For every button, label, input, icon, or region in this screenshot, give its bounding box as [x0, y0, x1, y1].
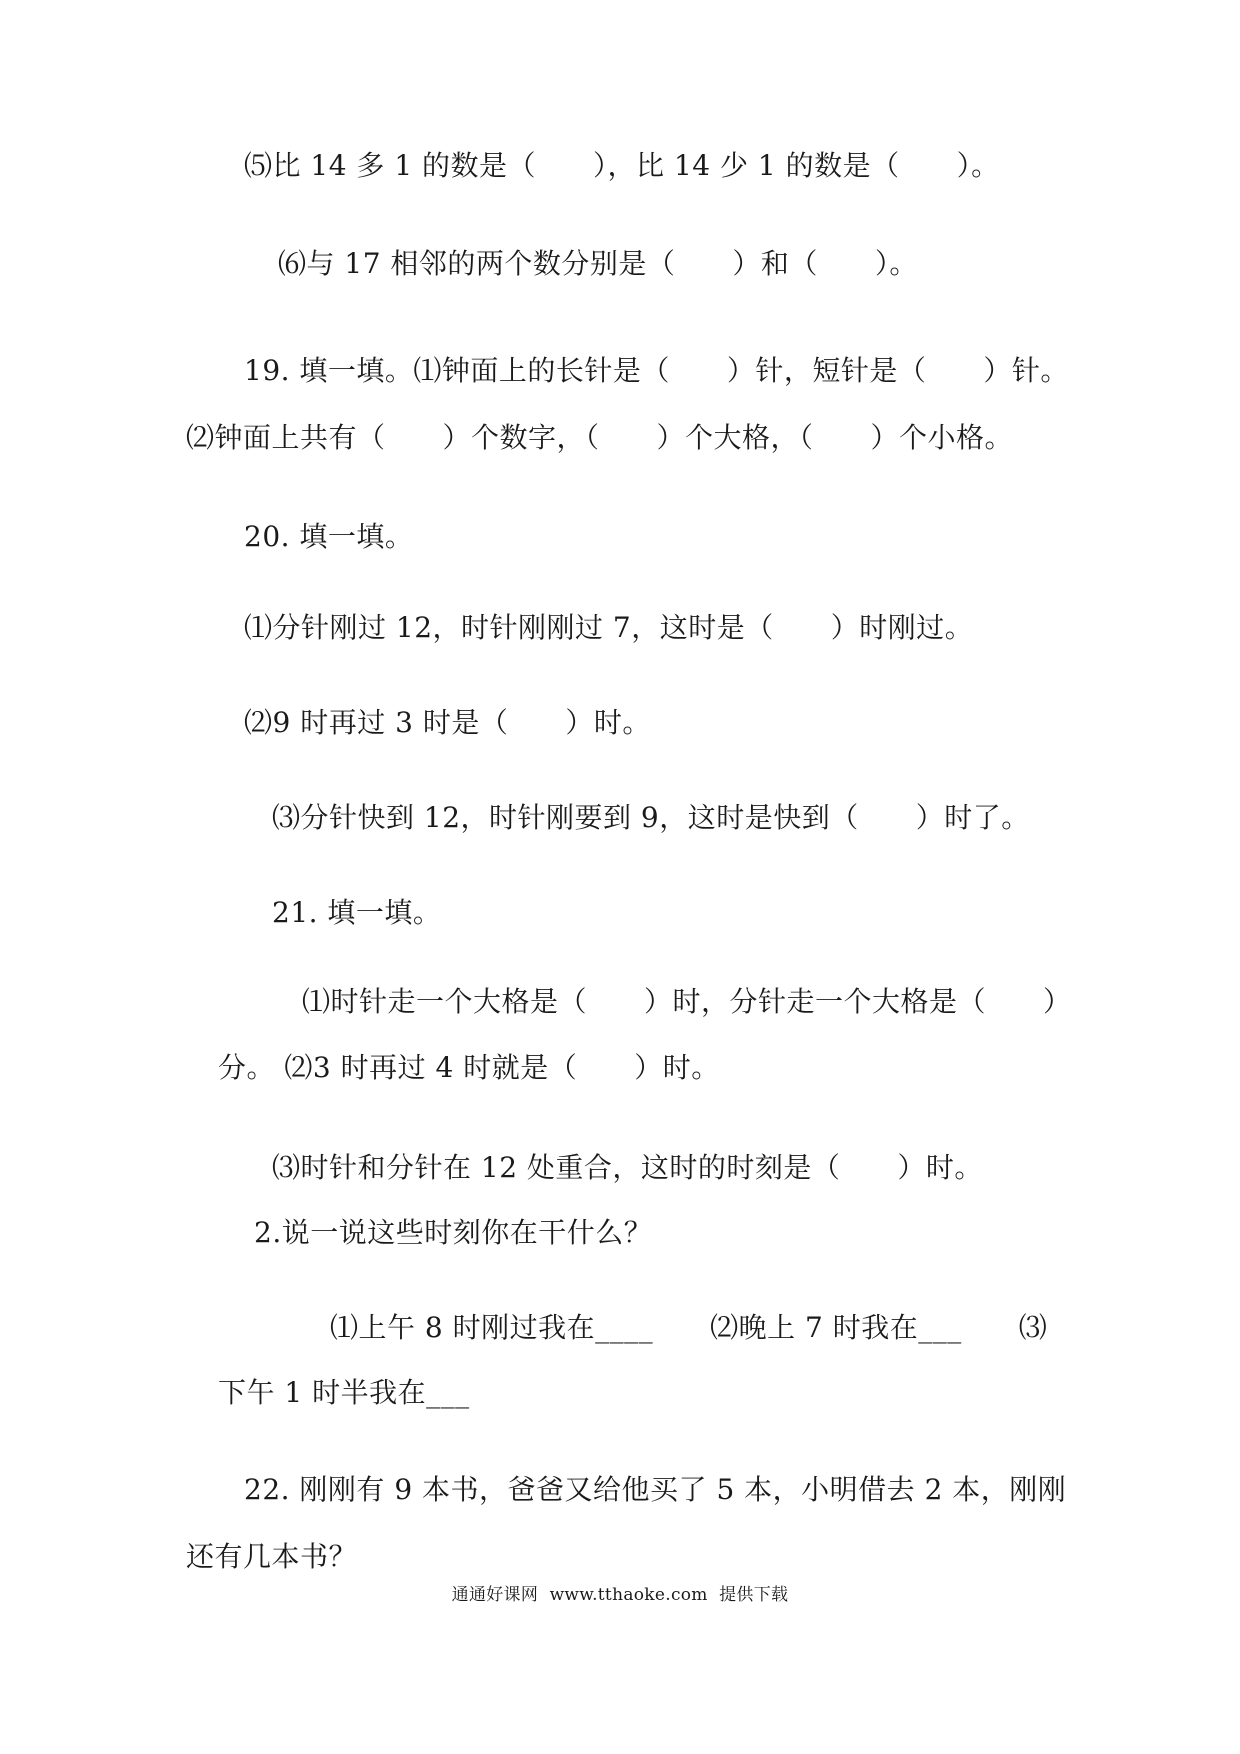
question-21-part-2: 分。 ⑵3 时再过 4 时就是（ ）时。 — [218, 1051, 720, 1084]
question-2-line-1: ⑴上午 8 时刚过我在____ ⑵晚上 7 时我在___ ⑶ — [330, 1311, 1048, 1344]
question-20-heading: 20. 填一填。 — [244, 520, 414, 553]
question-2-heading: 2.说一说这些时刻你在干什么？ — [254, 1216, 653, 1249]
question-22-line-1: 22. 刚刚有 9 本书，爸爸又给他买了 5 本，小明借去 2 本，刚刚 — [244, 1473, 1067, 1506]
page-footer: 通通好课网 www.tthaoke.com 提供下载 — [451, 1585, 789, 1605]
question-22-line-2: 还有几本书？ — [186, 1540, 358, 1573]
question-2-line-2: 下午 1 时半我在___ — [218, 1376, 470, 1409]
question-line-5: ⑸比 14 多 1 的数是（ ），比 14 少 1 的数是（ ）。 — [244, 149, 1000, 182]
question-20-part-3: ⑶分针快到 12，时针刚要到 9，这时是快到（ ）时了。 — [272, 801, 1030, 834]
question-20-part-2: ⑵9 时再过 3 时是（ ）时。 — [244, 706, 651, 739]
question-20-part-1: ⑴分针刚过 12，时针刚刚过 7，这时是（ ）时刚过。 — [244, 611, 974, 644]
question-line-6: ⑹与 17 相邻的两个数分别是（ ）和（ ）。 — [278, 247, 918, 280]
question-19-line-1: 19. 填一填。⑴钟面上的长针是（ ）针，短针是（ ）针。 — [244, 354, 1069, 387]
question-21-part-3: ⑶时针和分针在 12 处重合，这时的时刻是（ ）时。 — [272, 1151, 983, 1184]
question-21-part-1: ⑴时针走一个大格是（ ）时，分针走一个大格是（ ） — [302, 985, 1072, 1018]
question-19-line-2: ⑵钟面上共有（ ）个数字，（ ）个大格，（ ）个小格。 — [186, 421, 1014, 454]
question-21-heading: 21. 填一填。 — [272, 896, 442, 929]
